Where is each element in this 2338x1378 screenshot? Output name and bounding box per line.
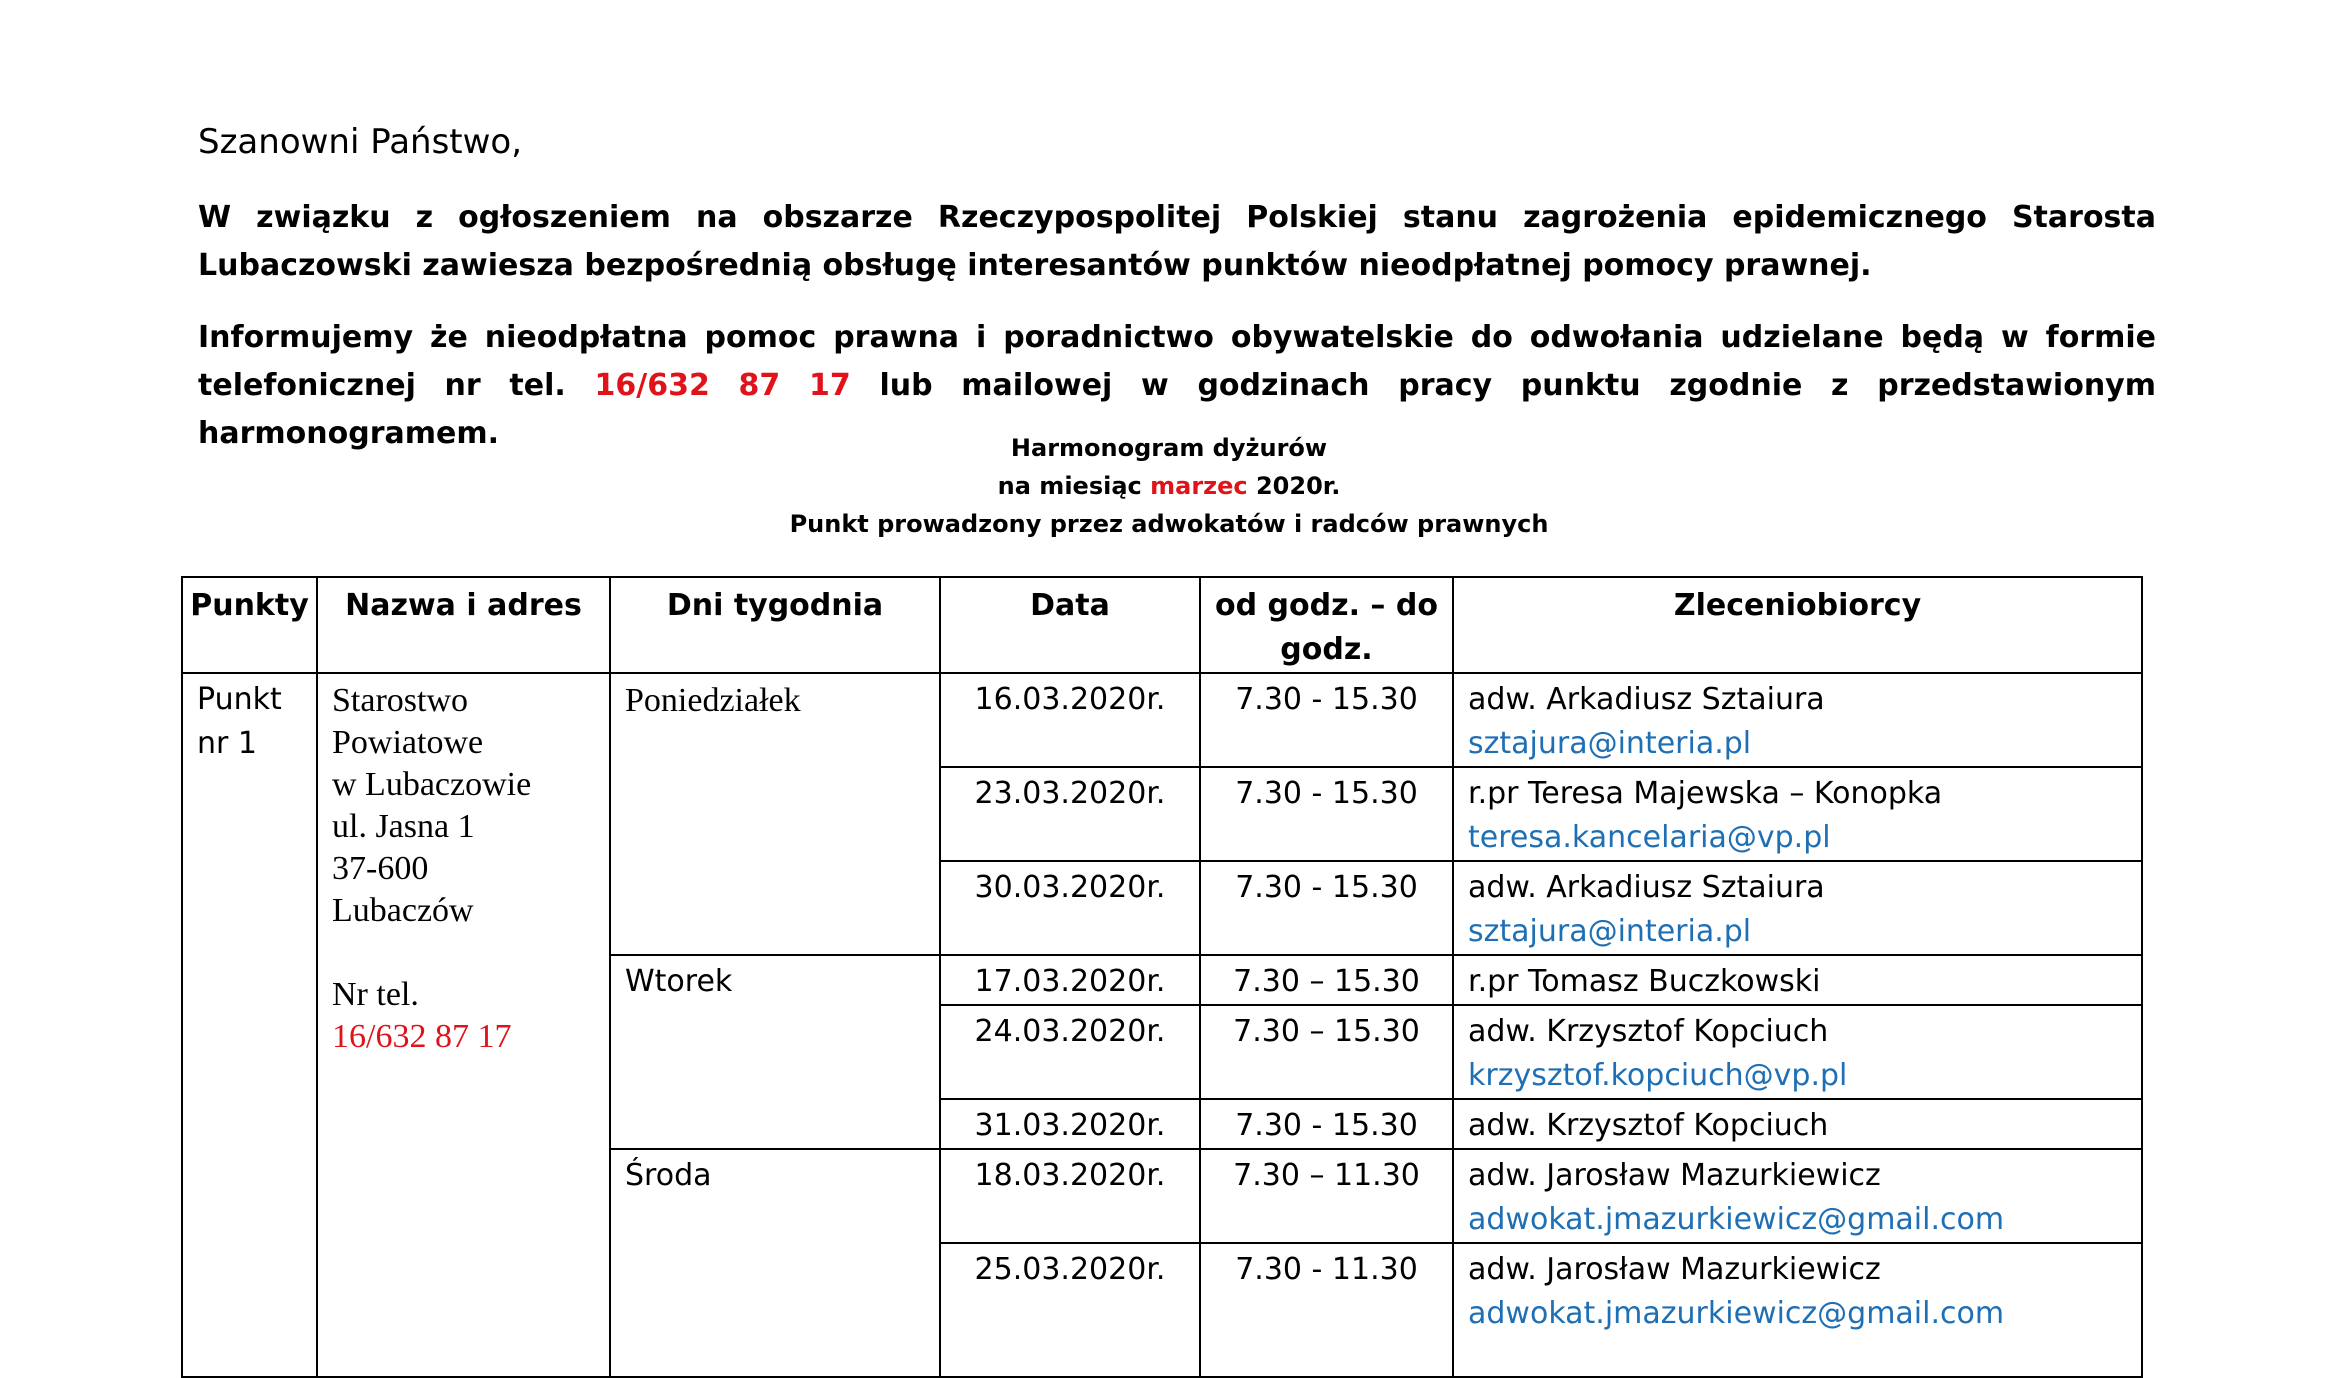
day-label: Poniedziałek	[625, 682, 801, 719]
hours-cell	[1200, 861, 1453, 955]
info-text-start: Informujemy że nieodpłatna pomoc prawna i poradnictwo obywatelskie do odwołania udzielane będą w formie telefonicznej nr tel.	[198, 320, 2156, 403]
address-line: Powiatowe	[332, 724, 484, 761]
hours-cell	[1200, 1243, 1453, 1377]
hours-cell	[1200, 1005, 1453, 1099]
contractor-name: adw. Krzysztof Kopciuch	[1468, 1014, 1829, 1049]
header-godz: od godz. – do godz.	[1200, 577, 1453, 673]
day-cell-wednesday	[610, 1149, 940, 1377]
contractor-name: adw. Arkadiusz Sztaiura	[1468, 682, 1825, 717]
contractor-cell	[1453, 1099, 2142, 1149]
contractor-cell	[1453, 955, 2142, 1005]
day-cell-monday	[610, 673, 940, 955]
table-header-row	[182, 577, 2142, 673]
notice-paragraph: W związku z ogłoszeniem na obszarze Rzeczypospolitej Polskiej stanu zagrożenia epidemicznego Starosta Lubaczowski zawiesza bezpośrednią obsługę interesantów punktów nieodpłatnej pomocy prawnej.	[198, 200, 2156, 283]
contractor-email[interactable]: krzysztof.kopciuch@vp.pl	[1468, 1058, 1848, 1093]
hours-cell	[1200, 1149, 1453, 1243]
phone-number: 16/632 87 17	[332, 1018, 512, 1055]
contractor-cell	[1453, 1149, 2142, 1243]
contractor-name: adw. Jarosław Mazurkiewicz	[1468, 1252, 1881, 1287]
date-value: 25.03.2020r.	[974, 1252, 1166, 1287]
hours-value: 7.30 – 15.30	[1233, 964, 1420, 999]
hours-cell	[1200, 673, 1453, 767]
date-value: 18.03.2020r.	[974, 1158, 1166, 1193]
header-punkty: Punkty	[182, 577, 317, 673]
header-nazwa: Nazwa i adres	[317, 577, 610, 673]
schedule-table-wrapper	[181, 576, 2143, 1378]
contractor-email[interactable]: teresa.kancelaria@vp.pl	[1468, 820, 1831, 855]
date-cell	[940, 1005, 1200, 1099]
day-label: Środa	[625, 1158, 712, 1193]
header-dni: Dni tygodnia	[610, 577, 940, 673]
address-line: Starostwo	[332, 682, 468, 719]
info-phone-number: 16/632 87 17	[594, 368, 851, 403]
hours-cell	[1200, 955, 1453, 1005]
contractor-cell	[1453, 767, 2142, 861]
date-value: 30.03.2020r.	[974, 870, 1166, 905]
contractor-cell	[1453, 1243, 2142, 1377]
date-value: 17.03.2020r.	[974, 964, 1166, 999]
address-block	[318, 674, 609, 1058]
schedule-title: Harmonogram dyżurów	[1010, 434, 1328, 462]
month-name: marzec	[1150, 472, 1248, 500]
address-line: ul. Jasna 1	[332, 808, 475, 845]
date-value: 23.03.2020r.	[974, 776, 1166, 811]
address-cell	[317, 673, 610, 1377]
contractor-name: adw. Jarosław Mazurkiewicz	[1468, 1158, 1881, 1193]
hours-value: 7.30 - 11.30	[1235, 1252, 1418, 1287]
hours-value: 7.30 - 15.30	[1235, 776, 1418, 811]
date-cell	[940, 1243, 1200, 1377]
punkt-label: Punkt nr 1	[197, 682, 282, 761]
hours-value: 7.30 - 15.30	[1235, 1108, 1418, 1143]
info-text-end: lub mailowej w godzinach pracy punktu zgodnie z przedstawionym harmonogramem.	[198, 368, 2156, 451]
date-value: 31.03.2020r.	[974, 1108, 1166, 1143]
contractor-cell	[1453, 673, 2142, 767]
hours-value: 7.30 - 15.30	[1235, 682, 1418, 717]
month-prefix: na miesiąc	[997, 472, 1151, 500]
address-line: 37-600	[332, 850, 429, 887]
day-cell-tuesday	[610, 955, 940, 1149]
table-row	[182, 673, 2142, 767]
date-value: 16.03.2020r.	[974, 682, 1166, 717]
date-cell	[940, 767, 1200, 861]
header-data: Data	[940, 577, 1200, 673]
day-label: Wtorek	[625, 964, 733, 999]
contractor-name: adw. Krzysztof Kopciuch	[1468, 1108, 1829, 1143]
contractor-email[interactable]: sztajura@interia.pl	[1468, 914, 1752, 949]
date-cell	[940, 1099, 1200, 1149]
contractor-email[interactable]: adwokat.jmazurkiewicz@gmail.com	[1468, 1296, 2005, 1331]
schedule-month-line	[0, 472, 2338, 500]
address-spacer	[332, 932, 609, 974]
schedule-subtitle: Punkt prowadzony przez adwokatów i radców prawnych	[789, 510, 1549, 538]
greeting: Szanowni Państwo,	[198, 122, 523, 162]
punkt-cell	[182, 673, 317, 1377]
date-cell	[940, 673, 1200, 767]
hours-value: 7.30 - 15.30	[1235, 870, 1418, 905]
contractor-name: r.pr Tomasz Buczkowski	[1468, 964, 1821, 999]
date-cell	[940, 861, 1200, 955]
date-value: 24.03.2020r.	[974, 1014, 1166, 1049]
phone-label: Nr tel.	[332, 976, 419, 1013]
date-cell	[940, 1149, 1200, 1243]
header-zlec: Zleceniobiorcy	[1453, 577, 2142, 673]
hours-value: 7.30 – 15.30	[1233, 1014, 1420, 1049]
contractor-email[interactable]: adwokat.jmazurkiewicz@gmail.com	[1468, 1202, 2005, 1237]
hours-value: 7.30 – 11.30	[1233, 1158, 1420, 1193]
contractor-cell	[1453, 861, 2142, 955]
month-suffix: 2020r.	[1247, 472, 1341, 500]
contractor-name: r.pr Teresa Majewska – Konopka	[1468, 776, 1943, 811]
address-line: w Lubaczowie	[332, 766, 532, 803]
address-line: Lubaczów	[332, 892, 474, 929]
hours-cell	[1200, 767, 1453, 861]
date-cell	[940, 955, 1200, 1005]
hours-cell	[1200, 1099, 1453, 1149]
contractor-email[interactable]: sztajura@interia.pl	[1468, 726, 1752, 761]
schedule-table	[181, 576, 2143, 1378]
contractor-name: adw. Arkadiusz Sztaiura	[1468, 870, 1825, 905]
contractor-cell	[1453, 1005, 2142, 1099]
